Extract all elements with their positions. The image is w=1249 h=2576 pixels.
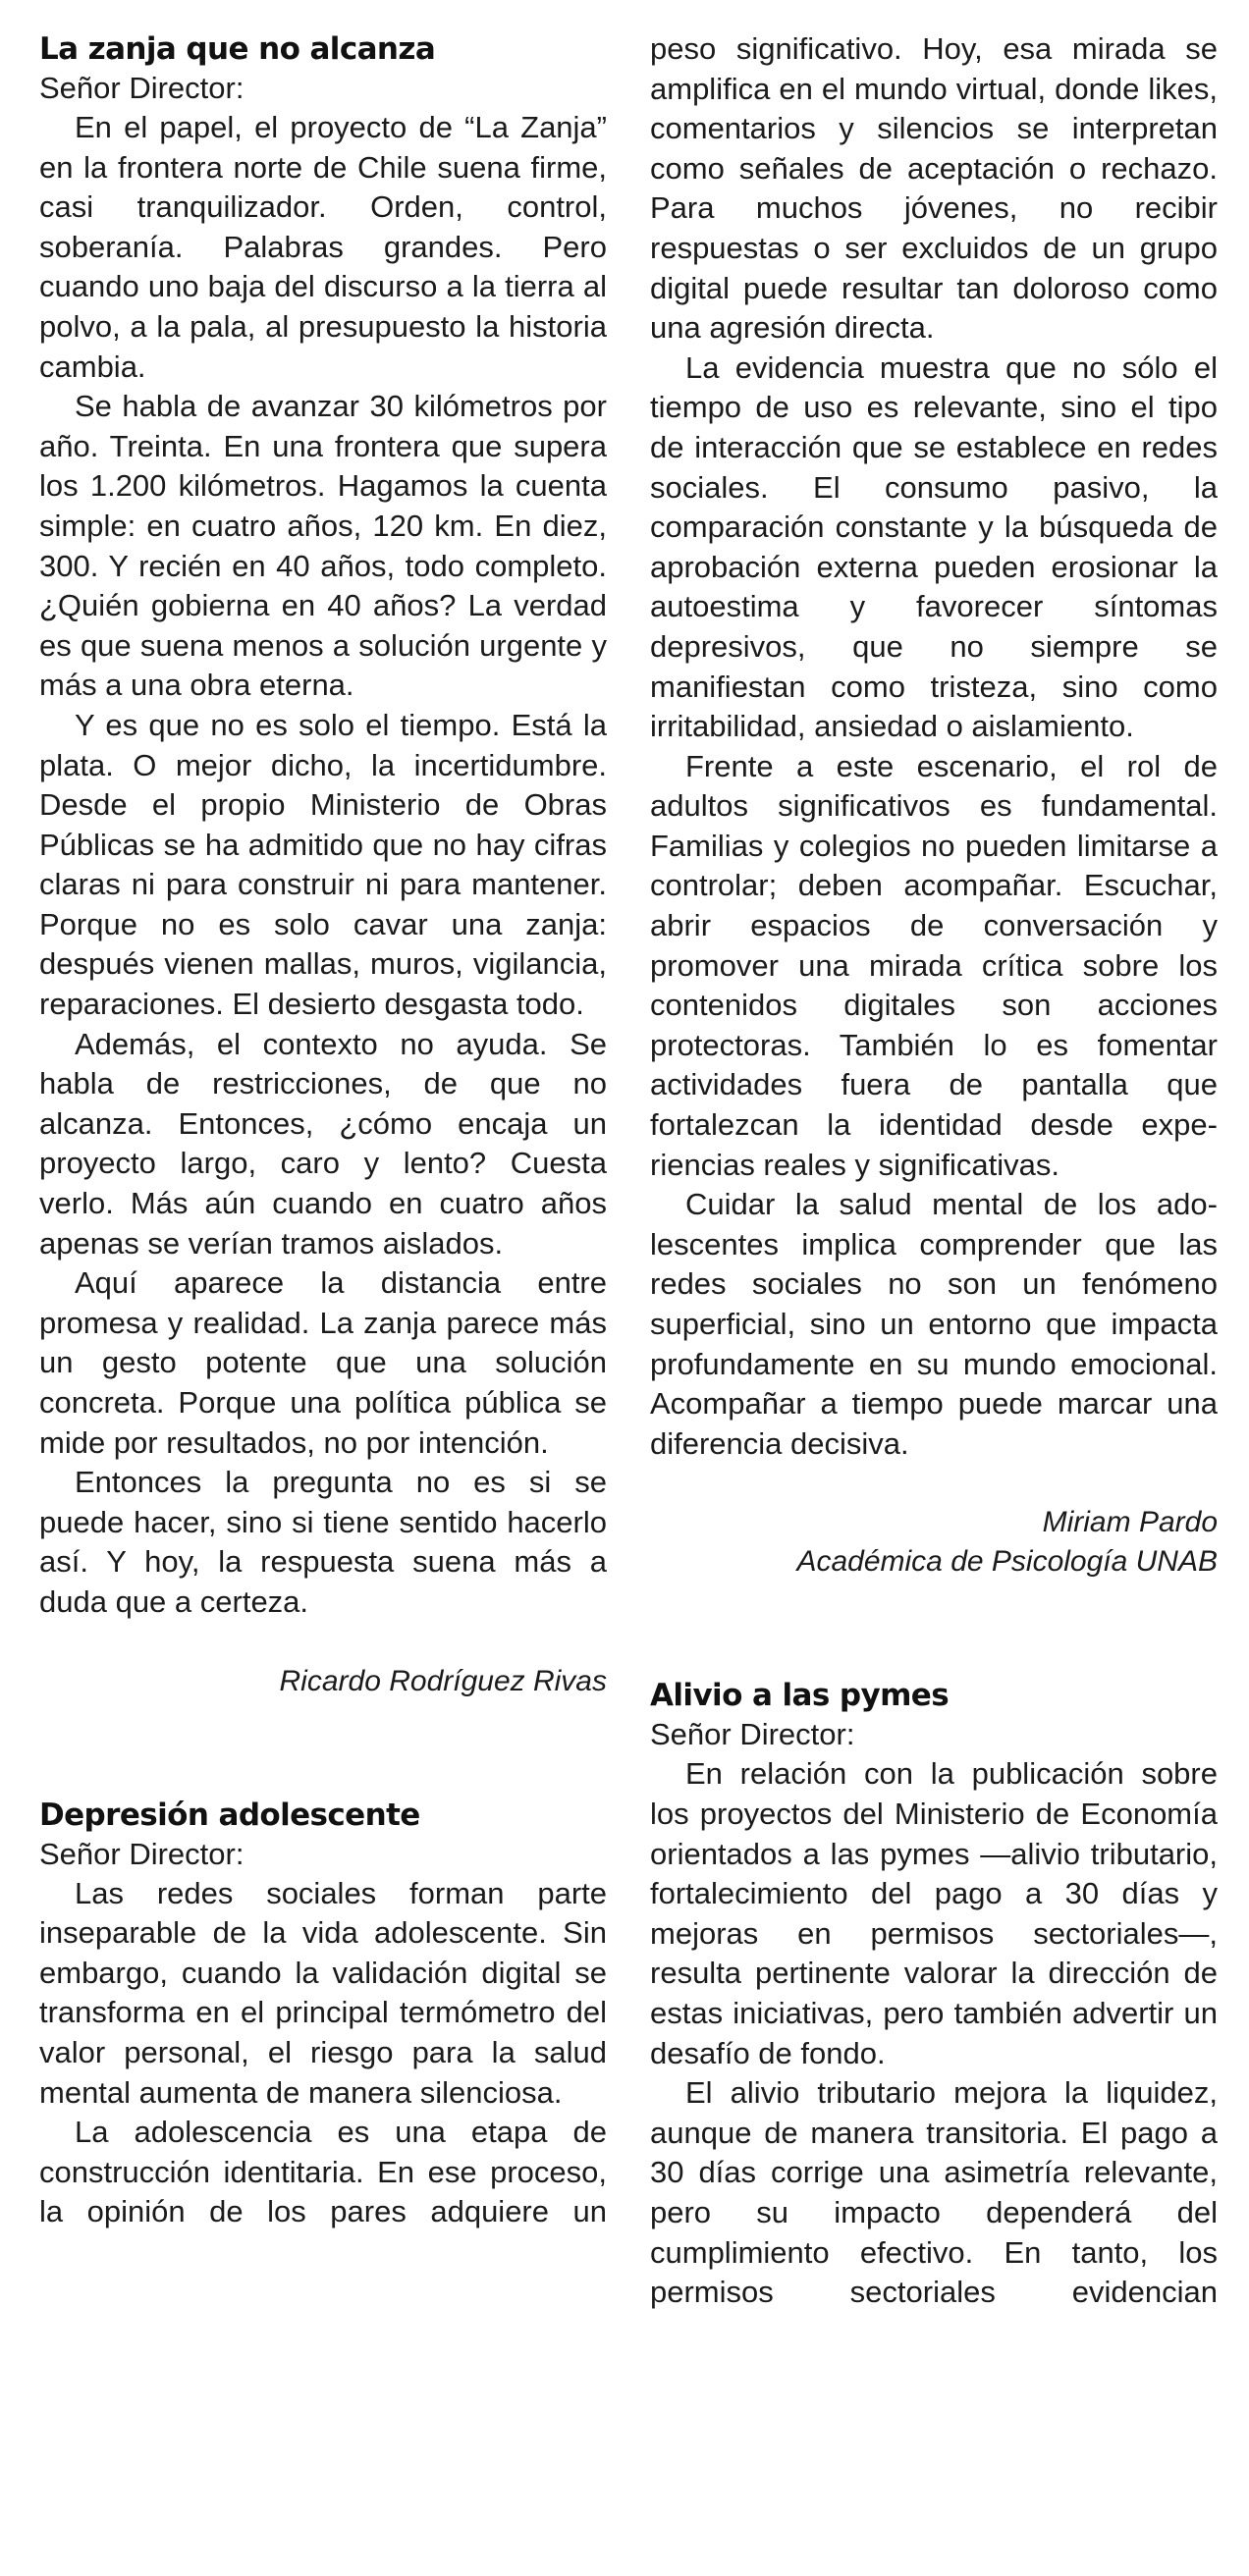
letter-paragraph: Las redes sociales forman parte inseparable de la vida adolescente. Sin embargo, cuando la validación digital se transforma en el principal termómetro del valor personal, el riesgo para la salud mental aumenta de manera silenciosa.	[39, 1875, 607, 2110]
letter-paragraph: El alivio tributario mejora la liquidez, aunque de manera transitoria. El pago a 30 días corrige una asimetría relevante, pero su impacto dependerá del cumplimiento efectivo. En tanto, los permisos sectoriales evidencian	[650, 2075, 1218, 2310]
letter-paragraph-continued: peso significativo. Hoy, esa mirada se amplifica en el mundo virtual, donde likes, comentarios y silencios se interpretan como señales de aceptación o rechazo. Para muchos jóvenes, no recibir respuestas o ser excluidos de un grupo digital puede resultar tan doloroso como una agresión directa.	[650, 31, 1218, 346]
letter-title: Alivio a las pymes	[650, 1678, 950, 1714]
left-column	[39, 29, 607, 2232]
letter-la-zanja	[39, 29, 607, 1701]
letter-paragraph: En el papel, el proyecto de “La Zanja” en la frontera norte de Chile suena firme, casi tranquilizador. Orden, control, soberanía. Palabras grandes. Pero cuando uno baja del discurso a la tierra al polvo, a la pala, al presupuesto la historia cambia.	[39, 110, 607, 384]
letter-paragraph: La evidencia muestra que no sólo el tiempo de uso es relevante, sino el tipo de interacción que se establece en redes sociales. El consumo pasivo, la comparación constante y la búsqueda de aprobación externa pueden erosionar la autoestima y favorecer síntomas depresivos, que no siempre se manifiestan como tristeza, sino como irritabilidad, ansiedad o aislamiento.	[650, 349, 1218, 744]
letter-paragraph: Y es que no es solo el tiempo. Está la plata. O mejor dicho, la incertidumbre. Desde el propio Ministerio de Obras Públicas se ha admitido que no hay cifras claras ni para construir ni para mantener. Porque no es solo cavar una zanja: después vienen mallas, muros, vigilancia, reparaciones. El desierto desgasta todo.	[39, 707, 607, 1022]
letter-paragraph: Aquí aparece la distancia entre promesa y realidad. La zanja parece más un gesto potente que una solución concreta. Porque una política pública se mide por resultados, no por intención.	[39, 1265, 607, 1460]
letter-paragraph: Además, el contexto no ayuda. Se habla de restricciones, de que no alcanza. Entonces, ¿cómo encaja un proyecto largo, caro y lento? Cuesta verlo. Más aún cuando en cuatro años apenas se verían tramos aislados.	[39, 1026, 607, 1261]
letter-alivio-pymes	[650, 1676, 1218, 2312]
letter-salutation: Señor Director:	[650, 1717, 855, 1752]
letter-signature-affiliation: Académica de Psicología UNAB	[796, 1545, 1218, 1579]
letter-title: La zanja que no alcanza	[39, 31, 436, 67]
right-column	[650, 29, 1218, 2313]
letter-paragraph: La adolescencia es una etapa de construcción identitaria. En ese proceso, la opinión de los pares adquiere un	[39, 2115, 607, 2229]
letter-signature-name: Ricardo Rodríguez Rivas	[279, 1664, 607, 1697]
letter-signature-name: Miriam Pardo	[1042, 1506, 1218, 1539]
letter-salutation: Señor Director:	[39, 71, 244, 105]
letter-paragraph: Frente a este escenario, el rol de adultos significativos es fundamental. Familias y colegios no pueden limitarse a controlar; deben acompañar. Escuchar, abrir espacios de conversación y promover una mirada crítica sobre los contenidos digitales son acciones protectoras. También lo es fomentar actividades fuera de pantalla que fortalezcan la identidad desde experiencias reales y significativas.	[650, 748, 1218, 1182]
letter-paragraph: Entonces la pregunta no es si se puede hacer, sino si tiene sentido hacerlo así. Y hoy, la respuesta suena más a duda que a certeza.	[39, 1465, 607, 1619]
letter-paragraph: Cuidar la salud mental de los adolescentes implica comprender que las redes sociales no son un fenómeno superficial, sino un entorno que impacta profundamente en su mundo emocional. Acompañar a tiempo puede marcar una diferencia decisiva.	[650, 1187, 1218, 1461]
letter-title: Depresión adolescente	[39, 1797, 420, 1833]
letter-depresion-adolescente	[39, 1796, 607, 2232]
letter-paragraph: Se habla de avanzar 30 kilómetros por año. Treinta. En una frontera que supera los 1.200 kilómetros. Hagamos la cuenta simple: en cuatro años, 120 km. En diez, 300. Y recién en 40 años, todo completo. ¿Quién gobierna en 40 años? La verdad es que suena menos a solución urgente y más a una obra eterna.	[39, 389, 607, 703]
letter-depresion-adolescente-continued	[650, 29, 1218, 1582]
letter-salutation: Señor Director:	[39, 1836, 244, 1871]
letter-paragraph: En relación con la publicación sobre los proyectos del Ministerio de Economía orientados a las pymes —alivio tributario, fortalecimiento del pago a 30 días y mejoras en permisos sectoriales—, resulta pertinente valorar la dirección de estas iniciativas, pero también advertir un desafío de fondo.	[650, 1756, 1218, 2070]
